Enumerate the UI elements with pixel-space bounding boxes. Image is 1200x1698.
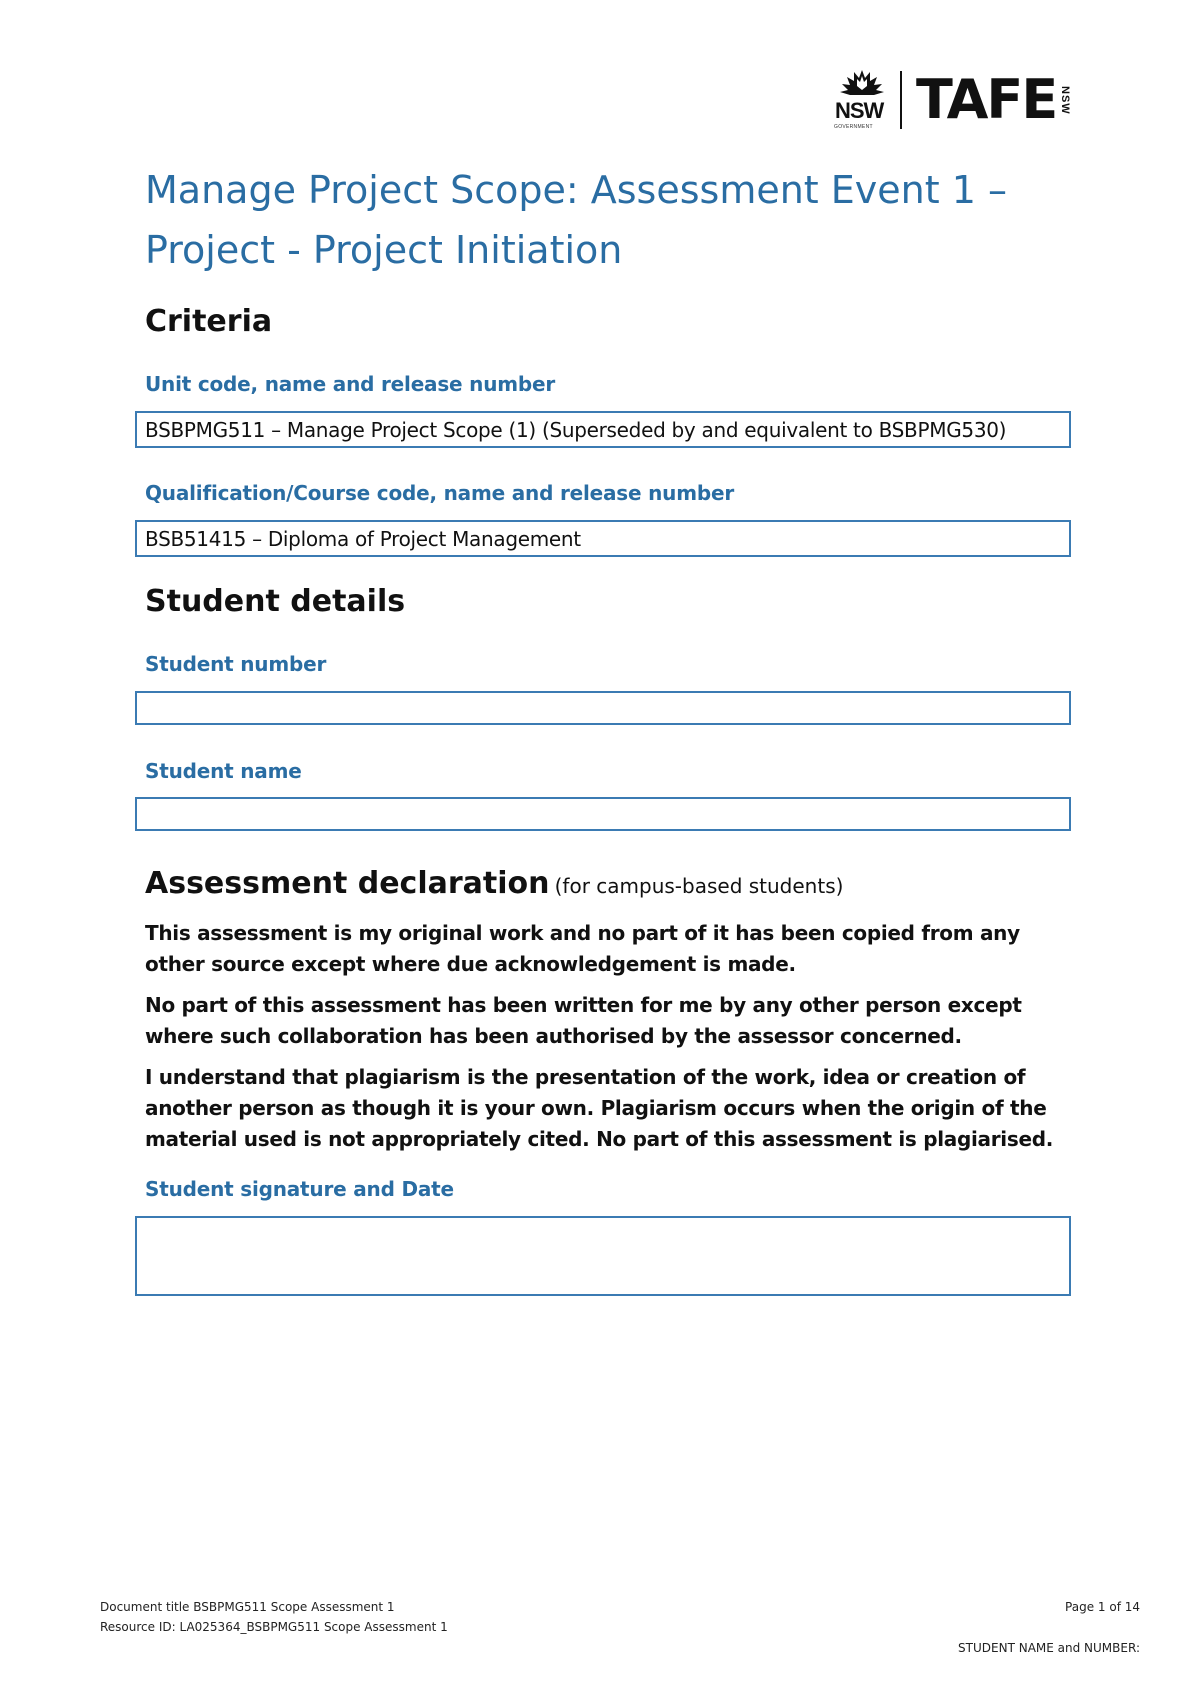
footer-resource-id: Resource ID: LA025364_BSBPMG511 Scope Assessment 1 (100, 1620, 448, 1634)
nsw-text: NSW (835, 98, 884, 123)
footer-student-name-number: STUDENT NAME and NUMBER: (958, 1641, 1140, 1655)
declaration-heading-text: Assessment declaration (145, 866, 550, 901)
nsw-government-text: GOVERNMENT (834, 124, 873, 130)
qualification-field[interactable]: BSB51415 – Diploma of Project Management (135, 520, 1071, 557)
signature-field[interactable] (135, 1216, 1071, 1296)
student-number-field[interactable] (135, 691, 1071, 725)
tafe-text: TAFE (916, 68, 1057, 131)
declaration-heading (145, 866, 843, 901)
nsw-government-logo (832, 68, 894, 132)
declaration-paragraph-3: I understand that plagiarism is the presentation of the work, idea or creation of another person as though it is your own. Plagiarism occurs when the origin of the material used is not appropriately cited. No part of this assessment is plagiarised. (145, 1065, 1054, 1151)
unit-code-label: Unit code, name and release number (145, 372, 556, 396)
student-number-label: Student number (145, 652, 327, 676)
logo-divider (900, 71, 902, 129)
footer-document-title: Document title BSBPMG511 Scope Assessment 1 (100, 1600, 395, 1614)
footer (100, 1600, 1140, 1614)
tafe-nsw-text: NSW (1059, 85, 1072, 115)
tafe-nsw-logo (832, 68, 1071, 132)
footer-page-number: Page 1 of 14 (1065, 1600, 1140, 1614)
signature-label: Student signature and Date (145, 1177, 454, 1201)
declaration-heading-note: (for campus-based students) (554, 874, 844, 898)
student-details-heading: Student details (145, 584, 406, 619)
footer-resource (100, 1620, 1140, 1634)
waratah-icon (834, 68, 890, 98)
document-title: Manage Project Scope: Assessment Event 1 – Project - Project Initiation (145, 168, 1007, 272)
qualification-label: Qualification/Course code, name and release number (145, 481, 734, 505)
student-name-label: Student name (145, 759, 302, 783)
unit-code-field[interactable]: BSBPMG511 – Manage Project Scope (1) (Superseded by and equivalent to BSBPMG530) (135, 411, 1071, 448)
declaration-paragraph-1: This assessment is my original work and no part of it has been copied from any other source except where due acknowledgement is made. (145, 921, 1020, 976)
student-name-field[interactable] (135, 797, 1071, 831)
criteria-heading: Criteria (145, 304, 273, 339)
declaration-paragraph-2: No part of this assessment has been written for me by any other person except where such collaboration has been authorised by the assessor concerned. (145, 993, 1022, 1048)
